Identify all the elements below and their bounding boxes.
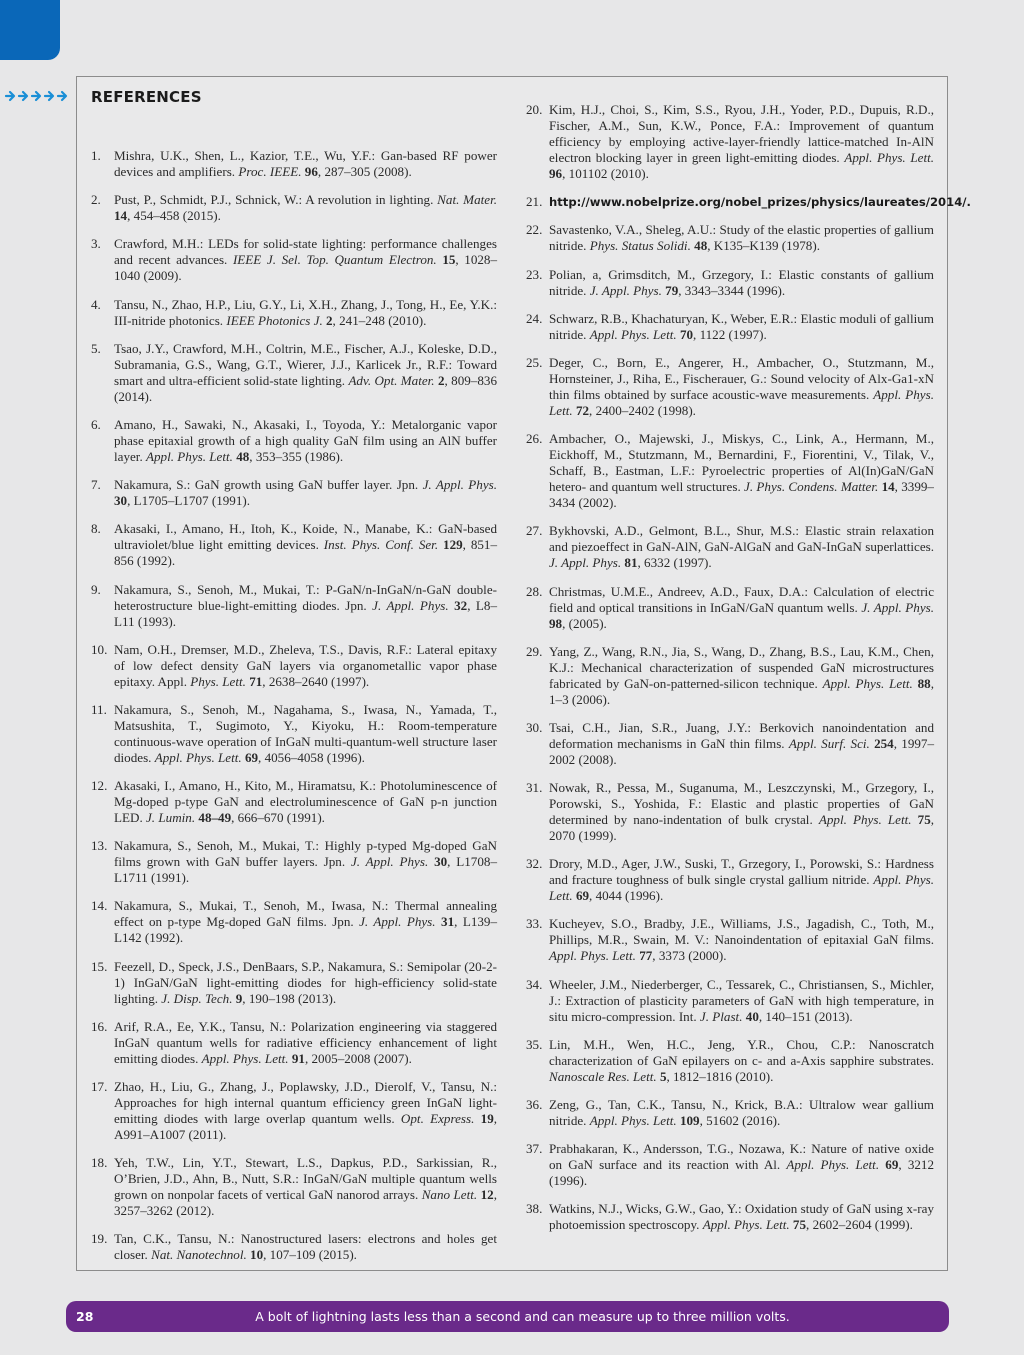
- reference-item: [526, 1097, 934, 1129]
- reference-number: 14.: [91, 898, 108, 914]
- reference-item: [526, 584, 934, 632]
- reference-item: [91, 642, 497, 690]
- reference-item: [91, 236, 497, 284]
- reference-text: Zeng, G., Tan, C.K., Tansu, N., Krick, B.A.: Ultralow wear gallium nitride. Appl. Phys. Lett. 109, 51602 (2016).: [549, 1097, 934, 1128]
- reference-item: [526, 355, 934, 419]
- reference-number: 33.: [526, 916, 543, 932]
- reference-item: [91, 582, 497, 630]
- reference-item: [91, 192, 497, 224]
- reference-item: [526, 916, 934, 964]
- reference-text: Prabhakaran, K., Andersson, T.G., Nozawa, K.: Nature of native oxide on GaN surface and its reaction with Al. Appl. Phys. Lett. 69, 3212 (1996).: [549, 1141, 935, 1189]
- reference-item: [526, 856, 934, 904]
- reference-item: [91, 959, 497, 1007]
- reference-text: Akasaki, I., Amano, H., Kito, M., Hiramatsu, K.: Photoluminescence of Mg-doped p-type GaN and electroluminescence of GaN p-n junction LED. J. Lumin. 48–49, 666–670 (1991).: [114, 778, 497, 826]
- reference-number: 32.: [526, 856, 543, 872]
- reference-number: 35.: [526, 1036, 543, 1052]
- reference-text: Mishra, U.K., Shen, L., Kazior, T.E., Wu, Y.F.: Gan-based RF power devices and amplifiers. Proc. IEEE. 96, 287–305 (2008).: [114, 148, 497, 179]
- reference-text: Tsai, C.H., Jian, S.R., Juang, J.Y.: Berkovich nanoindentation and deformation mechanisms in GaN thin films. Appl. Surf. Sci. 254, 1997–2002 (2008).: [549, 719, 935, 767]
- reference-number: 38.: [526, 1201, 543, 1217]
- reference-number: 15.: [91, 958, 108, 974]
- reference-item: [91, 1231, 497, 1263]
- reference-item: [526, 977, 934, 1025]
- reference-number: 19.: [91, 1231, 108, 1247]
- reference-item: [91, 417, 497, 465]
- reference-number: 29.: [526, 643, 543, 659]
- reference-number: 12.: [91, 778, 108, 794]
- reference-item: [91, 341, 497, 405]
- reference-item: [526, 267, 934, 299]
- reference-text: Drory, M.D., Ager, J.W., Suski, T., Grzegory, I., Porowski, S.: Hardness and fracture toughness of bulk single crystal gallium nitride. Appl. Phys. Lett. 69, 4044 (1996).: [549, 856, 934, 904]
- reference-text: Yeh, T.W., Lin, Y.T., Stewart, L.S., Dapkus, P.D., Sarkissian, R., O’Brien, J.D., Ahn, B., Nutt, S.R.: InGaN/GaN multiple quantum wells grown on nonpolar facets of vertical GaN nanorod arrays. Nano Lett. 12, 3257–3262 (2012).: [114, 1155, 497, 1219]
- reference-text: Nakamura, S., Mukai, T., Senoh, M., Iwasa, N.: Thermal annealing effect on p-type Mg-doped GaN films. Jpn. J. Appl. Phys. 31, L139–L142 (1992).: [114, 898, 498, 946]
- reference-number: 1.: [91, 148, 101, 163]
- reference-number: 22.: [526, 222, 543, 238]
- reference-item: [91, 477, 497, 509]
- reference-text: Kucheyev, S.O., Bradby, J.E., Williams, J.S., Jagadish, C., Toth, M., Phillips, M.R., Swain, M. V.: Nanoindentation of epitaxial GaN films. Appl. Phys. Lett. 77, 3373 (2000).: [549, 916, 934, 964]
- reference-text: Bykhovski, A.D., Gelmont, B.L., Shur, M.S.: Elastic strain relaxation and piezoeffect in GaN-AlN, GaN-AlGaN and GaN-InGaN superlattices. J. Appl. Phys. 81, 6332 (1997).: [549, 523, 934, 571]
- reference-number: 9.: [91, 581, 101, 597]
- reference-item: [526, 431, 934, 511]
- reference-text: Yang, Z., Wang, R.N., Jia, S., Wang, D., Zhang, B.S., Lau, K.M., Chen, K.J.: Mechanical characterization of suspended GaN microstructures fabricated by GaN-on-patterned-silicon technique. Appl. Phys. Lett. 88, 1–3 (2006).: [549, 643, 934, 707]
- reference-text: Arif, R.A., Ee, Y.K., Tansu, N.: Polarization engineering via staggered InGaN quantum wells for radiative efficiency enhancement of light emitting diodes. Appl. Phys. Lett. 91, 2005–2008 (2007).: [114, 1018, 497, 1066]
- page-number: 28: [76, 1309, 94, 1324]
- reference-text: Akasaki, I., Amano, H., Itoh, K., Koide, N., Manabe, K.: GaN-based ultraviolet/blue light emitting devices. Inst. Phys. Conf. Ser. 129, 851–856 (1992).: [114, 521, 498, 569]
- footer-fact: A bolt of lightning lasts less than a second and can measure up to three million volts.: [255, 1309, 790, 1324]
- reference-number: 18.: [91, 1155, 108, 1171]
- reference-text: Pust, P., Schmidt, P.J., Schnick, W.: A revolution in lighting. Nat. Mater. 14, 454–458 (2015).: [114, 192, 497, 224]
- reference-number: 13.: [91, 838, 108, 854]
- reference-number: 2.: [91, 192, 101, 208]
- reference-number: 4.: [91, 296, 101, 312]
- reference-text: Tan, C.K., Tansu, N.: Nanostructured lasers: electrons and holes get closer. Nat. Nanotechnol. 10, 107–109 (2015).: [114, 1231, 497, 1263]
- reference-text: Feezell, D., Speck, J.S., DenBaars, S.P., Nakamura, S.: Semipolar (20-2-1) InGaN/GaN light-emitting diodes for high-efficiency solid-state lighting. J. Disp. Tech. 9, 190–198 (2013).: [114, 958, 497, 1006]
- reference-number: 11.: [91, 701, 107, 717]
- reference-text: Christmas, U.M.E., Andreev, A.D., Faux, D.A.: Calculation of electric field and optical transitions in InGaN/GaN quantum wells. J. Appl. Phys. 98, (2005).: [549, 583, 935, 631]
- reference-text: Kim, H.J., Choi, S., Kim, S.S., Ryou, J.H., Yoder, P.D., Dupuis, R.D., Fischer, A.M., Sun, K.W., Ponce, F.A.: Improvement of quantum efficiency by employing active-layer-friendly lattice-matched In-AlN electron blocking layer in green light-emitting diodes. Appl. Phys. Lett. 96, 101102 (2010).: [549, 102, 934, 181]
- reference-number: 26.: [526, 431, 543, 447]
- reference-number: 6.: [91, 416, 101, 432]
- reference-text: Nakamura, S., Senoh, M., Mukai, T.: P-GaN/n-InGaN/n-GaN double-heterostructure blue-light-emitting diodes. Jpn. J. Appl. Phys. 32, L8–L11 (1993).: [114, 581, 498, 629]
- reference-item: [526, 1201, 934, 1233]
- reference-item: [526, 1037, 934, 1085]
- reference-text: Polian, a, Grimsditch, M., Grzegory, I.: Elastic constants of gallium nitride. J. Appl. Phys. 79, 3343–3344 (1996).: [549, 266, 934, 298]
- reference-text: Schwarz, R.B., Khachaturyan, K., Weber, E.R.: Elastic moduli of gallium nitride. Appl. Phys. Lett. 70, 1122 (1997).: [549, 310, 934, 342]
- reference-text: http://www.nobelprize.org/nobel_prizes/physics/laureates/2014/.: [549, 195, 971, 210]
- reference-item: [91, 1079, 497, 1143]
- reference-text: Nakamura, S., Senoh, M., Nagahama, S., Iwasa, N., Yamada, T., Matsushita, T., Sugimoto, Y., Kiyoku, H.: Room-temperature continuous-wave operation of InGaN multi-quantum-well structure laser diodes. Appl. Phys. Lett. 69, 4056–4058 (1996).: [114, 701, 497, 765]
- reference-item: [91, 521, 497, 569]
- reference-text: Amano, H., Sawaki, N., Akasaki, I., Toyoda, Y.: Metalorganic vapor phase epitaxial growth of a high quality GaN film using an AlN buffer layer. Appl. Phys. Lett. 48, 353–355 (1986).: [114, 416, 497, 464]
- reference-item: [91, 297, 497, 329]
- reference-item: [526, 644, 934, 708]
- reference-item: [91, 1155, 497, 1219]
- reference-number: 37.: [526, 1141, 543, 1157]
- reference-text: Wheeler, J.M., Niederberger, C., Tessarek, C., Christiansen, S., Michler, J.: Extraction of plasticity parameters of GaN with high temperature, in situ micro-compression. Int. J. Plast. 40, 140–151 (2013).: [549, 976, 934, 1024]
- reference-number: 30.: [526, 719, 543, 735]
- reference-text: Watkins, N.J., Wicks, G.W., Gao, Y.: Oxidation study of GaN using x-ray photoemission spectroscopy. Appl. Phys. Lett. 75, 2602–2604 (1999).: [549, 1201, 934, 1233]
- footer-bar: [66, 1301, 949, 1332]
- reference-number: 3.: [91, 236, 101, 252]
- arrows-icon: [4, 86, 70, 106]
- reference-number: 17.: [91, 1079, 108, 1094]
- references-heading: REFERENCES: [91, 88, 202, 106]
- reference-number: 10.: [91, 641, 108, 657]
- reference-number: 25.: [526, 354, 543, 370]
- reference-item: [91, 778, 497, 826]
- reference-number: 5.: [91, 340, 101, 356]
- reference-item: [526, 311, 934, 343]
- reference-item: [91, 1019, 497, 1067]
- reference-number: 28.: [526, 583, 543, 599]
- reference-text: Nowak, R., Pessa, M., Suganuma, M., Leszczynski, M., Grzegory, I., Porowski, S., Yoshida, F.: Elastic and plastic properties of GaN determined by nano-indentation of bulk crystal. Appl. Phys. Lett. 75, 2070 (1999).: [549, 780, 935, 844]
- reference-text: Ambacher, O., Majewski, J., Miskys, C., Link, A., Hermann, M., Eickhoff, M., Stutzmann, M., Bernardini, F., Fiorentini, V., Tilak, V., Schaff, B., Eastman, L.F.: Pyroelectric properties of Al(In)GaN/GaN hetero- and quantum well structures. J. Phys. Condens. Matter. 14, 3399–3434 (2002).: [549, 431, 934, 511]
- reference-item: [526, 1141, 934, 1189]
- reference-text: Tsao, J.Y., Crawford, M.H., Coltrin, M.E., Fischer, A.J., Koleske, D.D., Subramania, G.S., Wang, G.T., Wierer, J.J., Karlicek Jr., R.F.: Toward smart and ultra-efficient solid-state lighting. Adv. Opt. Mater. 2, 809–836 (2014).: [114, 340, 497, 404]
- reference-number: 36.: [526, 1097, 543, 1112]
- corner-tab: [0, 0, 60, 60]
- reference-text: Zhao, H., Liu, G., Zhang, J., Poplawsky, J.D., Dierolf, V., Tansu, N.: Approaches for high internal quantum efficiency green InGaN light-emitting diodes with large overlap quantum wells. Opt. Express. 19, A991–A1007 (2011).: [114, 1079, 498, 1142]
- reference-text: Nakamura, S.: GaN growth using GaN buffer layer. Jpn. J. Appl. Phys. 30, L1705–L1707 (1991).: [114, 477, 498, 509]
- reference-number: 27.: [526, 523, 543, 539]
- reference-number: 21.: [526, 194, 543, 210]
- references-column-right: [526, 102, 971, 1246]
- reference-item: [526, 523, 934, 571]
- reference-item: [526, 102, 934, 182]
- reference-text: Crawford, M.H.: LEDs for solid-state lighting: performance challenges and recent advances. IEEE J. Sel. Top. Quantum Electron. 15, 1028–1040 (2009).: [114, 236, 498, 284]
- reference-number: 24.: [526, 310, 543, 326]
- reference-item: [91, 898, 497, 946]
- reference-number: 34.: [526, 976, 543, 992]
- reference-item: [91, 702, 497, 766]
- reference-item: [526, 720, 934, 768]
- reference-number: 16.: [91, 1018, 108, 1034]
- reference-text: Nam, O.H., Dremser, M.D., Zheleva, T.S., Davis, R.F.: Lateral epitaxy of low defect density GaN layers via organometallic vapor phase epitaxy. Appl. Phys. Lett. 71, 2638–2640 (1997).: [114, 641, 497, 689]
- reference-text: Tansu, N., Zhao, H.P., Liu, G.Y., Li, X.H., Zhang, J., Tong, H., Ee, Y.K.: III-nitride photonics. IEEE Photonics J. 2, 241–248 (2010).: [114, 296, 497, 328]
- reference-number: 8.: [91, 521, 101, 537]
- reference-text: Nakamura, S., Senoh, M., Mukai, T.: Highly p-typed Mg-doped GaN films grown with GaN buffer layers. Jpn. J. Appl. Phys. 30, L1708–L1711 (1991).: [114, 838, 497, 886]
- reference-number: 20.: [526, 102, 543, 117]
- reference-text: Lin, M.H., Wen, H.C., Jeng, Y.R., Chou, C.P.: Nanoscratch characterization of GaN epilayers on c- and a-Axis sapphire substrates. Nanoscale Res. Lett. 5, 1812–1816 (2010).: [549, 1036, 934, 1084]
- reference-text: Deger, C., Born, E., Angerer, H., Ambacher, O., Stutzmann, M., Hornsteiner, J., Riha, E., Fischerauer, G.: Sound velocity of Alx-Ga1-xN thin films obtained by surface acoustic-wave measurements. Appl. Phys. Lett. 72, 2400–2402 (1998).: [549, 354, 934, 418]
- reference-item: [526, 780, 934, 844]
- reference-text: Savastenko, V.A., Sheleg, A.U.: Study of the elastic properties of gallium nitride. Phys. Status Solidi. 48, K135–K139 (1978).: [549, 222, 934, 254]
- reference-item: [91, 838, 497, 886]
- reference-item: [526, 222, 934, 254]
- reference-item: [91, 148, 497, 180]
- reference-item: [526, 194, 971, 210]
- references-column-left: [91, 148, 497, 1276]
- reference-number: 7.: [91, 477, 101, 493]
- reference-number: 31.: [526, 780, 543, 796]
- reference-number: 23.: [526, 266, 543, 282]
